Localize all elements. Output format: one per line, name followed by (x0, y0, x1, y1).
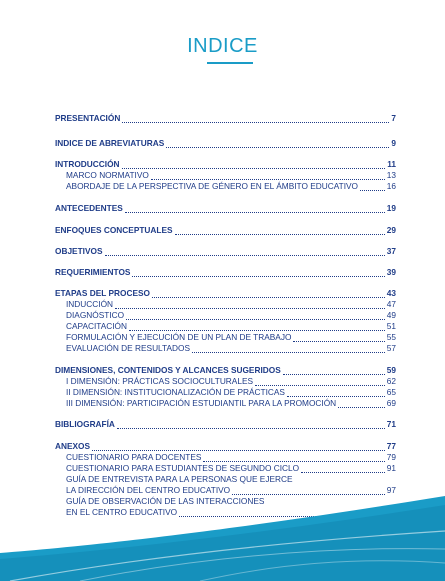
toc-entry (55, 267, 396, 277)
toc-page-number: 69 (386, 398, 396, 408)
toc-page-number: 59 (386, 365, 396, 375)
toc-entry (55, 225, 396, 235)
toc-leader-dots (105, 249, 385, 256)
toc-leader-dots (192, 346, 385, 353)
toc-entry-label: OBJETIVOS (55, 246, 103, 256)
toc-page-number: 97 (386, 485, 396, 495)
toc-entry-label: FORMULACIÓN Y EJECUCIÓN DE UN PLAN DE TRABAJO (66, 332, 292, 342)
toc-entry-label: EVALUACIÓN DE RESULTADOS (66, 343, 191, 353)
toc-leader-dots (115, 302, 385, 309)
toc-entry (55, 365, 396, 375)
toc-entry (55, 452, 396, 462)
toc-page-number: 65 (386, 387, 396, 397)
toc-entry-label: PRESENTACIÓN (55, 113, 121, 123)
toc-leader-dots (132, 270, 384, 277)
toc-entry-label: INTRODUCCIÓN (55, 159, 120, 169)
toc-entry-label: ETAPAS DEL PROCESO (55, 288, 150, 298)
toc-entry (55, 474, 396, 484)
toc-leader-dots (338, 401, 385, 408)
toc-page-number: 29 (386, 225, 396, 235)
toc-entry-label: II DIMENSIÓN: INSTITUCIONALIZACIÓN DE PRÁCTICAS (66, 387, 285, 397)
decorative-wave (0, 491, 445, 581)
toc-leader-dots (283, 368, 385, 375)
toc-entry (55, 246, 396, 256)
toc-leader-dots (293, 335, 384, 342)
page-title: INDICE (187, 35, 258, 57)
toc-leader-dots (166, 141, 389, 148)
toc-entry (55, 299, 396, 309)
toc-leader-dots (287, 390, 385, 397)
toc-entry-label: ANEXOS (55, 441, 91, 451)
toc-entry-label: INDUCCIÓN (66, 299, 114, 309)
toc-leader-dots (255, 379, 385, 386)
toc-entry (55, 387, 396, 397)
toc-entry (55, 376, 396, 386)
toc-entry (55, 310, 396, 320)
toc-entry (55, 463, 396, 473)
toc-page-number: 43 (386, 288, 396, 298)
toc-entry (55, 159, 396, 169)
toc-entry (55, 419, 396, 429)
toc-page-number: 91 (386, 463, 396, 473)
toc-page-number: 71 (386, 419, 396, 429)
toc-page-number: 7 (391, 113, 396, 123)
toc-entry (55, 138, 396, 148)
toc-entry (55, 170, 396, 180)
toc-page-number: 57 (386, 343, 396, 353)
toc-leader-dots (92, 444, 385, 451)
toc-entry-label: LA DIRECCIÓN DEL CENTRO EDUCATIVO (66, 485, 231, 495)
toc-entry-label: BIBLIOGRAFÍA (55, 419, 115, 429)
toc-page-number: 16 (386, 181, 396, 191)
toc-entry-label: ANTECEDENTES (55, 203, 123, 213)
toc-entry-label: CUESTIONARIO PARA DOCENTES (66, 452, 202, 462)
toc-page-number: 49 (386, 310, 396, 320)
toc-page-number: 9 (391, 138, 396, 148)
title-underline (207, 62, 253, 64)
toc-leader-dots (203, 455, 384, 462)
toc-entry (55, 321, 396, 331)
toc-leader-dots (360, 184, 385, 191)
toc-page-number: 62 (386, 376, 396, 386)
toc-page-number: 47 (386, 299, 396, 309)
toc-page-number: 51 (386, 321, 396, 331)
toc-entry (55, 332, 396, 342)
toc-leader-dots (126, 313, 385, 320)
toc-entry-label: ENFOQUES CONCEPTUALES (55, 225, 173, 235)
toc-leader-dots (125, 206, 385, 213)
toc-page-number: 39 (386, 267, 396, 277)
toc-entry-label: III DIMENSIÓN: PARTICIPACIÓN ESTUDIANTIL PARA LA PROMOCIÓN (66, 398, 337, 408)
toc-page-number: 13 (386, 170, 396, 180)
toc-leader-dots (151, 173, 385, 180)
toc-entry-label: DIAGNÓSTICO (66, 310, 125, 320)
toc-entry-label: DIMENSIONES, CONTENIDOS Y ALCANCES SUGERIDOS (55, 365, 281, 375)
toc-leader-dots (152, 291, 385, 298)
toc-entry (55, 343, 396, 353)
toc-entry (55, 181, 396, 191)
toc-entry-label: I DIMENSIÓN: PRÁCTICAS SOCIOCULTURALES (66, 376, 254, 386)
toc-page-number: 37 (386, 246, 396, 256)
toc-entry-label: CUESTIONARIO PARA ESTUDIANTES DE SEGUNDO CICLO (66, 463, 300, 473)
toc-leader-dots (122, 116, 389, 123)
toc-entry-label: ABORDAJE DE LA PERSPECTIVA DE GÉNERO EN EL ÁMBITO EDUCATIVO (66, 181, 358, 191)
toc-leader-dots (129, 324, 385, 331)
toc-leader-dots (301, 466, 385, 473)
toc-entry-label: REQUERIMIENTOS (55, 267, 131, 277)
toc-page-number: 79 (386, 452, 396, 462)
toc-entry (55, 441, 396, 451)
toc-entry-label: INDICE DE ABREVIATURAS (55, 138, 165, 148)
toc-entry-label: MARCO NORMATIVO (66, 170, 149, 180)
toc-leader-dots (175, 228, 385, 235)
toc-entry (55, 288, 396, 298)
toc-page-number: 19 (386, 203, 396, 213)
toc-page-number: 77 (386, 441, 396, 451)
toc-leader-dots (122, 162, 386, 169)
toc-entry-label: GUÍA DE ENTREVISTA PARA LA PERSONAS QUE EJERCE (66, 474, 293, 484)
toc-page-number: 11 (387, 159, 396, 169)
toc-leader-dots (117, 422, 385, 429)
toc-entry-label: CAPACITACIÓN (66, 321, 128, 331)
toc-page-number: 55 (386, 332, 396, 342)
toc-entry-label: GUÍA DE OBSERVACIÓN DE LAS INTERACCIONES (66, 496, 265, 506)
toc-entry (55, 398, 396, 408)
toc-entry-label: EN EL CENTRO EDUCATIVO (66, 507, 178, 517)
toc-entry (55, 113, 396, 123)
toc-entry (55, 203, 396, 213)
